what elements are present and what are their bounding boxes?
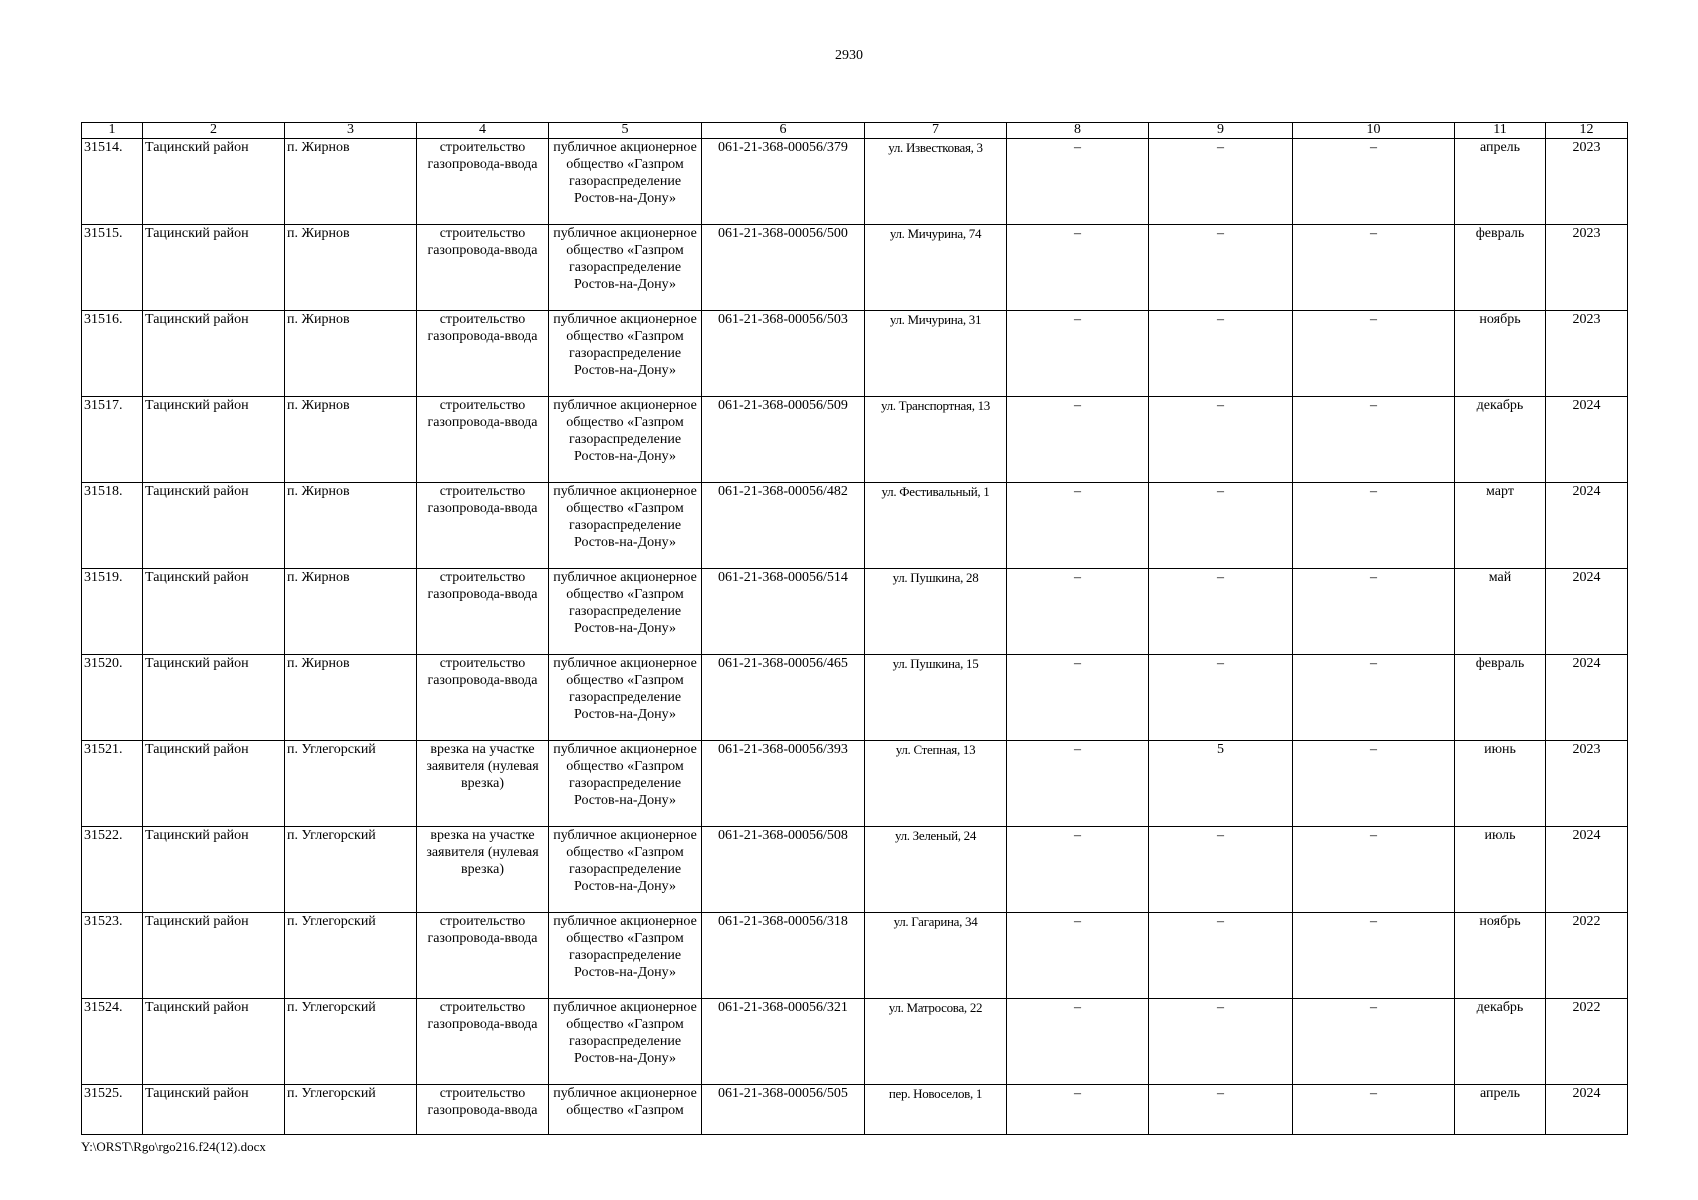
work-type-cell: строительство газопровода-ввода xyxy=(417,999,549,1085)
district-cell: Тацинский район xyxy=(143,483,285,569)
work-type-cell: строительство газопровода-ввода xyxy=(417,913,549,999)
page-number: 2930 xyxy=(835,48,863,63)
registry-code-cell: 061-21-368-00056/514 xyxy=(702,569,865,655)
column-header: 3 xyxy=(285,123,417,139)
column-10-cell: – xyxy=(1293,139,1455,225)
column-9-cell: – xyxy=(1149,1085,1293,1135)
district-cell: Тацинский район xyxy=(143,397,285,483)
column-header: 6 xyxy=(702,123,865,139)
registry-code-cell: 061-21-368-00056/503 xyxy=(702,311,865,397)
work-type-cell: строительство газопровода-ввода xyxy=(417,655,549,741)
settlement-cell: п. Углегорский xyxy=(285,1085,417,1135)
row-number-cell: 31516. xyxy=(82,311,143,397)
organization-cell: публичное акционерное общество «Газпром газораспределение Ростов-на-Дону» xyxy=(549,741,702,827)
table-row xyxy=(82,655,1628,741)
column-8-cell: – xyxy=(1007,225,1149,311)
district-cell: Тацинский район xyxy=(143,913,285,999)
settlement-cell: п. Углегорский xyxy=(285,913,417,999)
registry-code-cell: 061-21-368-00056/393 xyxy=(702,741,865,827)
column-9-cell: – xyxy=(1149,311,1293,397)
column-header: 5 xyxy=(549,123,702,139)
address-cell: ул. Фестивальный, 1 xyxy=(865,483,1007,569)
organization-cell: публичное акционерное общество «Газпром газораспределение Ростов-на-Дону» xyxy=(549,569,702,655)
settlement-cell: п. Жирнов xyxy=(285,569,417,655)
column-10-cell: – xyxy=(1293,655,1455,741)
organization-cell: публичное акционерное общество «Газпром газораспределение Ростов-на-Дону» xyxy=(549,139,702,225)
address-cell: пер. Новоселов, 1 xyxy=(865,1085,1007,1135)
column-8-cell: – xyxy=(1007,569,1149,655)
registry-code-cell: 061-21-368-00056/321 xyxy=(702,999,865,1085)
row-number-cell: 31524. xyxy=(82,999,143,1085)
registry-code-cell: 061-21-368-00056/482 xyxy=(702,483,865,569)
column-header: 2 xyxy=(143,123,285,139)
row-number-cell: 31522. xyxy=(82,827,143,913)
address-cell: ул. Мичурина, 31 xyxy=(865,311,1007,397)
column-8-cell: – xyxy=(1007,999,1149,1085)
month-cell: декабрь xyxy=(1455,397,1546,483)
column-9-cell: – xyxy=(1149,655,1293,741)
registry-code-cell: 061-21-368-00056/509 xyxy=(702,397,865,483)
column-header: 12 xyxy=(1546,123,1628,139)
column-9-cell: – xyxy=(1149,225,1293,311)
organization-cell: публичное акционерное общество «Газпром газораспределение Ростов-на-Дону» xyxy=(549,483,702,569)
settlement-cell: п. Жирнов xyxy=(285,483,417,569)
year-cell: 2022 xyxy=(1546,999,1628,1085)
district-cell: Тацинский район xyxy=(143,827,285,913)
column-9-cell: – xyxy=(1149,999,1293,1085)
column-10-cell: – xyxy=(1293,913,1455,999)
table-body xyxy=(82,139,1628,1135)
year-cell: 2022 xyxy=(1546,913,1628,999)
work-type-cell: строительство газопровода-ввода xyxy=(417,483,549,569)
work-type-cell: строительство газопровода-ввода xyxy=(417,1085,549,1135)
row-number-cell: 31517. xyxy=(82,397,143,483)
table-row xyxy=(82,397,1628,483)
column-8-cell: – xyxy=(1007,397,1149,483)
column-8-cell: – xyxy=(1007,483,1149,569)
column-number-header-row xyxy=(82,123,1628,139)
settlement-cell: п. Жирнов xyxy=(285,139,417,225)
organization-cell: публичное акционерное общество «Газпром газораспределение Ростов-на-Дону» xyxy=(549,999,702,1085)
column-8-cell: – xyxy=(1007,139,1149,225)
row-number-cell: 31514. xyxy=(82,139,143,225)
address-cell: ул. Известковая, 3 xyxy=(865,139,1007,225)
column-8-cell: – xyxy=(1007,827,1149,913)
column-9-cell: – xyxy=(1149,397,1293,483)
settlement-cell: п. Жирнов xyxy=(285,397,417,483)
column-header: 7 xyxy=(865,123,1007,139)
work-type-cell: строительство газопровода-ввода xyxy=(417,569,549,655)
organization-cell: публичное акционерное общество «Газпром газораспределение Ростов-на-Дону» xyxy=(549,225,702,311)
address-cell: ул. Матросова, 22 xyxy=(865,999,1007,1085)
address-cell: ул. Пушкина, 28 xyxy=(865,569,1007,655)
work-type-cell: строительство газопровода-ввода xyxy=(417,311,549,397)
work-type-cell: строительство газопровода-ввода xyxy=(417,225,549,311)
column-header: 4 xyxy=(417,123,549,139)
month-cell: июль xyxy=(1455,827,1546,913)
table-row xyxy=(82,311,1628,397)
year-cell: 2024 xyxy=(1546,569,1628,655)
column-header: 10 xyxy=(1293,123,1455,139)
row-number-cell: 31521. xyxy=(82,741,143,827)
settlement-cell: п. Углегорский xyxy=(285,741,417,827)
settlement-cell: п. Углегорский xyxy=(285,827,417,913)
month-cell: февраль xyxy=(1455,655,1546,741)
year-cell: 2023 xyxy=(1546,741,1628,827)
organization-cell: публичное акционерное общество «Газпром газораспределение Ростов-на-Дону» xyxy=(549,397,702,483)
table-row xyxy=(82,741,1628,827)
column-9-cell: – xyxy=(1149,139,1293,225)
table-row xyxy=(82,913,1628,999)
row-number-cell: 31523. xyxy=(82,913,143,999)
settlement-cell: п. Жирнов xyxy=(285,655,417,741)
column-10-cell: – xyxy=(1293,1085,1455,1135)
month-cell: апрель xyxy=(1455,1085,1546,1135)
settlement-cell: п. Жирнов xyxy=(285,311,417,397)
month-cell: июнь xyxy=(1455,741,1546,827)
column-9-cell: – xyxy=(1149,913,1293,999)
registry-code-cell: 061-21-368-00056/505 xyxy=(702,1085,865,1135)
district-cell: Тацинский район xyxy=(143,1085,285,1135)
column-10-cell: – xyxy=(1293,311,1455,397)
registry-code-cell: 061-21-368-00056/500 xyxy=(702,225,865,311)
gasification-table xyxy=(81,122,1628,1135)
year-cell: 2024 xyxy=(1546,827,1628,913)
registry-code-cell: 061-21-368-00056/465 xyxy=(702,655,865,741)
column-8-cell: – xyxy=(1007,741,1149,827)
year-cell: 2024 xyxy=(1546,655,1628,741)
table-row xyxy=(82,827,1628,913)
registry-code-cell: 061-21-368-00056/508 xyxy=(702,827,865,913)
column-header: 8 xyxy=(1007,123,1149,139)
table-row xyxy=(82,139,1628,225)
district-cell: Тацинский район xyxy=(143,311,285,397)
column-10-cell: – xyxy=(1293,225,1455,311)
month-cell: ноябрь xyxy=(1455,311,1546,397)
column-10-cell: – xyxy=(1293,741,1455,827)
year-cell: 2023 xyxy=(1546,311,1628,397)
column-9-cell: – xyxy=(1149,827,1293,913)
column-header: 1 xyxy=(82,123,143,139)
table-row xyxy=(82,225,1628,311)
year-cell: 2023 xyxy=(1546,225,1628,311)
table-row xyxy=(82,999,1628,1085)
year-cell: 2024 xyxy=(1546,1085,1628,1135)
district-cell: Тацинский район xyxy=(143,139,285,225)
column-header: 11 xyxy=(1455,123,1546,139)
footer-file-path: Y:\ORST\Rgo\rgo216.f24(12).docx xyxy=(81,1139,266,1154)
column-8-cell: – xyxy=(1007,655,1149,741)
column-10-cell: – xyxy=(1293,569,1455,655)
column-8-cell: – xyxy=(1007,913,1149,999)
row-number-cell: 31525. xyxy=(82,1085,143,1135)
address-cell: ул. Гагарина, 34 xyxy=(865,913,1007,999)
column-10-cell: – xyxy=(1293,999,1455,1085)
column-8-cell: – xyxy=(1007,1085,1149,1135)
address-cell: ул. Степная, 13 xyxy=(865,741,1007,827)
column-10-cell: – xyxy=(1293,397,1455,483)
registry-code-cell: 061-21-368-00056/318 xyxy=(702,913,865,999)
month-cell: март xyxy=(1455,483,1546,569)
month-cell: декабрь xyxy=(1455,999,1546,1085)
column-header: 9 xyxy=(1149,123,1293,139)
work-type-cell: строительство газопровода-ввода xyxy=(417,139,549,225)
row-number-cell: 31515. xyxy=(82,225,143,311)
settlement-cell: п. Жирнов xyxy=(285,225,417,311)
organization-cell: публичное акционерное общество «Газпром газораспределение Ростов-на-Дону» xyxy=(549,655,702,741)
registry-code-cell: 061-21-368-00056/379 xyxy=(702,139,865,225)
district-cell: Тацинский район xyxy=(143,569,285,655)
column-10-cell: – xyxy=(1293,827,1455,913)
month-cell: апрель xyxy=(1455,139,1546,225)
year-cell: 2024 xyxy=(1546,397,1628,483)
row-number-cell: 31518. xyxy=(82,483,143,569)
district-cell: Тацинский район xyxy=(143,225,285,311)
organization-cell: публичное акционерное общество «Газпром газораспределение Ростов-на-Дону» xyxy=(549,311,702,397)
table-row xyxy=(82,1085,1628,1135)
work-type-cell: строительство газопровода-ввода xyxy=(417,397,549,483)
column-8-cell: – xyxy=(1007,311,1149,397)
month-cell: февраль xyxy=(1455,225,1546,311)
column-9-cell: – xyxy=(1149,483,1293,569)
row-number-cell: 31520. xyxy=(82,655,143,741)
table-row xyxy=(82,569,1628,655)
row-number-cell: 31519. xyxy=(82,569,143,655)
year-cell: 2023 xyxy=(1546,139,1628,225)
district-cell: Тацинский район xyxy=(143,999,285,1085)
column-9-cell: 5 xyxy=(1149,741,1293,827)
address-cell: ул. Транспортная, 13 xyxy=(865,397,1007,483)
year-cell: 2024 xyxy=(1546,483,1628,569)
settlement-cell: п. Углегорский xyxy=(285,999,417,1085)
work-type-cell: врезка на участке заявителя (нулевая врезка) xyxy=(417,741,549,827)
address-cell: ул. Мичурина, 74 xyxy=(865,225,1007,311)
month-cell: май xyxy=(1455,569,1546,655)
work-type-cell: врезка на участке заявителя (нулевая врезка) xyxy=(417,827,549,913)
table-row xyxy=(82,483,1628,569)
organization-cell: публичное акционерное общество «Газпром газораспределение Ростов-на-Дону» xyxy=(549,827,702,913)
column-10-cell: – xyxy=(1293,483,1455,569)
organization-cell: публичное акционерное общество «Газпром xyxy=(549,1085,702,1135)
district-cell: Тацинский район xyxy=(143,655,285,741)
organization-cell: публичное акционерное общество «Газпром газораспределение Ростов-на-Дону» xyxy=(549,913,702,999)
address-cell: ул. Пушкина, 15 xyxy=(865,655,1007,741)
column-9-cell: – xyxy=(1149,569,1293,655)
month-cell: ноябрь xyxy=(1455,913,1546,999)
address-cell: ул. Зеленый, 24 xyxy=(865,827,1007,913)
district-cell: Тацинский район xyxy=(143,741,285,827)
